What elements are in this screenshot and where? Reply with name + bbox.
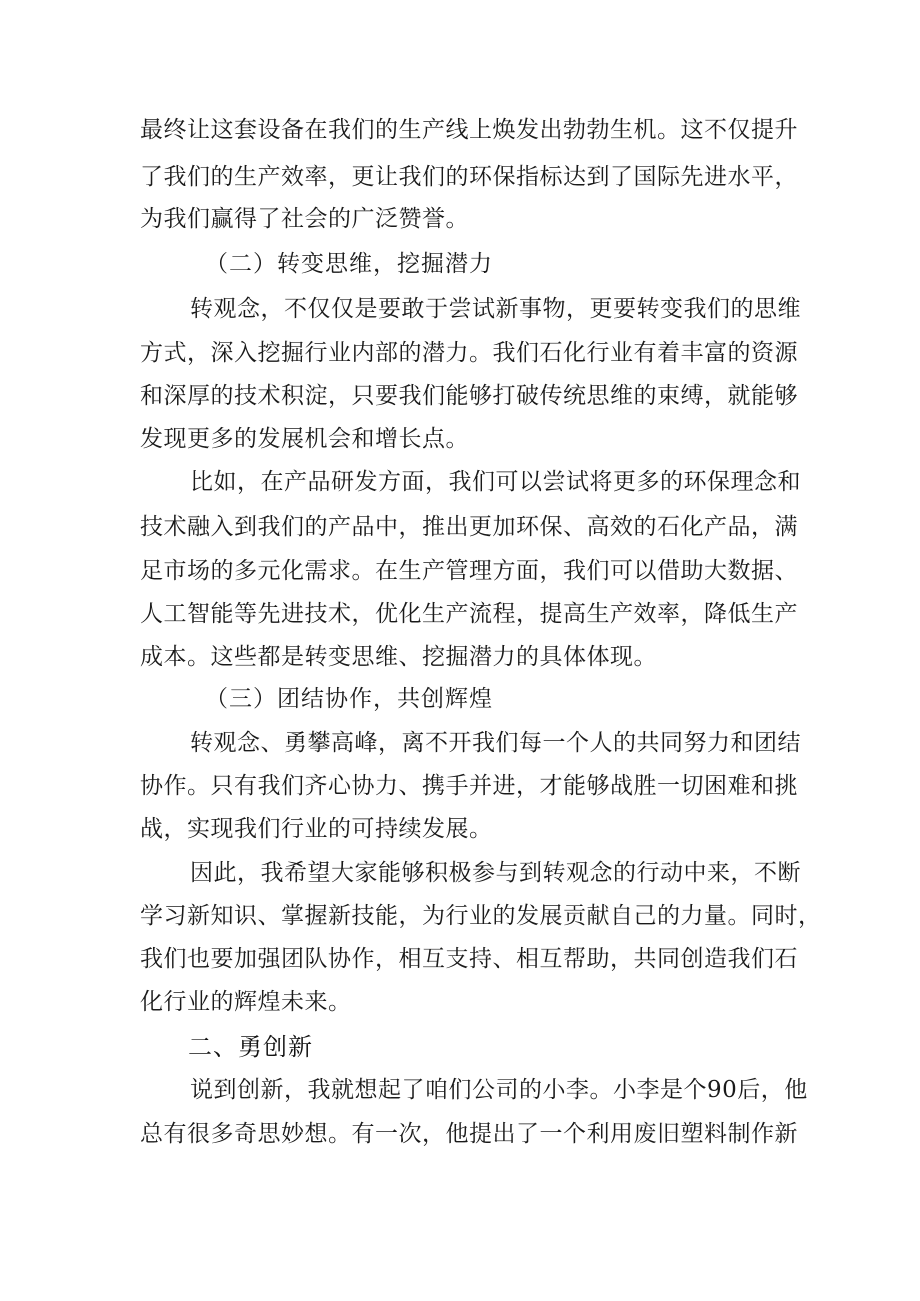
paragraph-line: 方式，深入挖掘行业内部的潜力。我们石化行业有着丰富的资源 xyxy=(140,340,798,366)
paragraph-line: 最终让这套设备在我们的生产线上焕发出勃勃生机。这不仅提升 xyxy=(140,117,798,143)
paragraph-line: 协作。只有我们齐心协力、携手并进，才能够战胜一切困难和挑 xyxy=(140,773,798,799)
paragraph-line: 转观念、勇攀高峰，离不开我们每一个人的共同努力和团结 xyxy=(190,730,801,756)
paragraph-line: 人工智能等先进技术，优化生产流程，提高生产效率，降低生产 xyxy=(140,601,798,627)
paragraph-line: 学习新知识、掌握新技能，为行业的发展贡献自己的力量。同时， xyxy=(140,903,822,929)
paragraph-line: 和深厚的技术积淀，只要我们能够打破传统思维的束缚，就能够 xyxy=(140,383,798,409)
paragraph-line: 技术融入到我们的产品中，推出更加环保、高效的石化产品，满 xyxy=(140,514,798,540)
paragraph-line: 发现更多的发展机会和增长点。 xyxy=(140,426,469,452)
paragraph-line: 转观念，不仅仅是要敢于尝试新事物，更要转变我们的思维 xyxy=(190,296,801,322)
paragraph-line: 说到创新，我就想起了咱们公司的小李。小李是个90后，他 xyxy=(190,1077,808,1103)
paragraph-line: 战，实现我们行业的可持续发展。 xyxy=(140,816,493,842)
paragraph-line: 比如，在产品研发方面，我们可以尝试将更多的环保理念和 xyxy=(190,469,801,495)
paragraph-line: 足市场的多元化需求。在生产管理方面，我们可以借助大数据、 xyxy=(140,558,798,584)
paragraph-line: 化行业的辉煌未来。 xyxy=(140,989,352,1015)
paragraph-line: 了我们的生产效率，更让我们的环保指标达到了国际先进水平， xyxy=(140,164,798,190)
paragraph-line: 我们也要加强团队协作，相互支持、相互帮助，共同创造我们石 xyxy=(140,946,798,972)
section-subheading: （二）转变思维，挖掘潜力 xyxy=(205,251,493,277)
section-subheading: （三）团结协作，共创辉煌 xyxy=(205,686,493,712)
paragraph-line: 因此，我希望大家能够积极参与到转观念的行动中来，不断 xyxy=(190,860,801,886)
section-heading: 二、勇创新 xyxy=(188,1033,313,1061)
paragraph-line: 为我们赢得了社会的广泛赞誉。 xyxy=(140,206,469,232)
paragraph-line: 成本。这些都是转变思维、挖掘潜力的具体体现。 xyxy=(140,644,657,670)
paragraph-line: 总有很多奇思妙想。有一次，他提出了一个利用废旧塑料制作新 xyxy=(140,1121,798,1147)
